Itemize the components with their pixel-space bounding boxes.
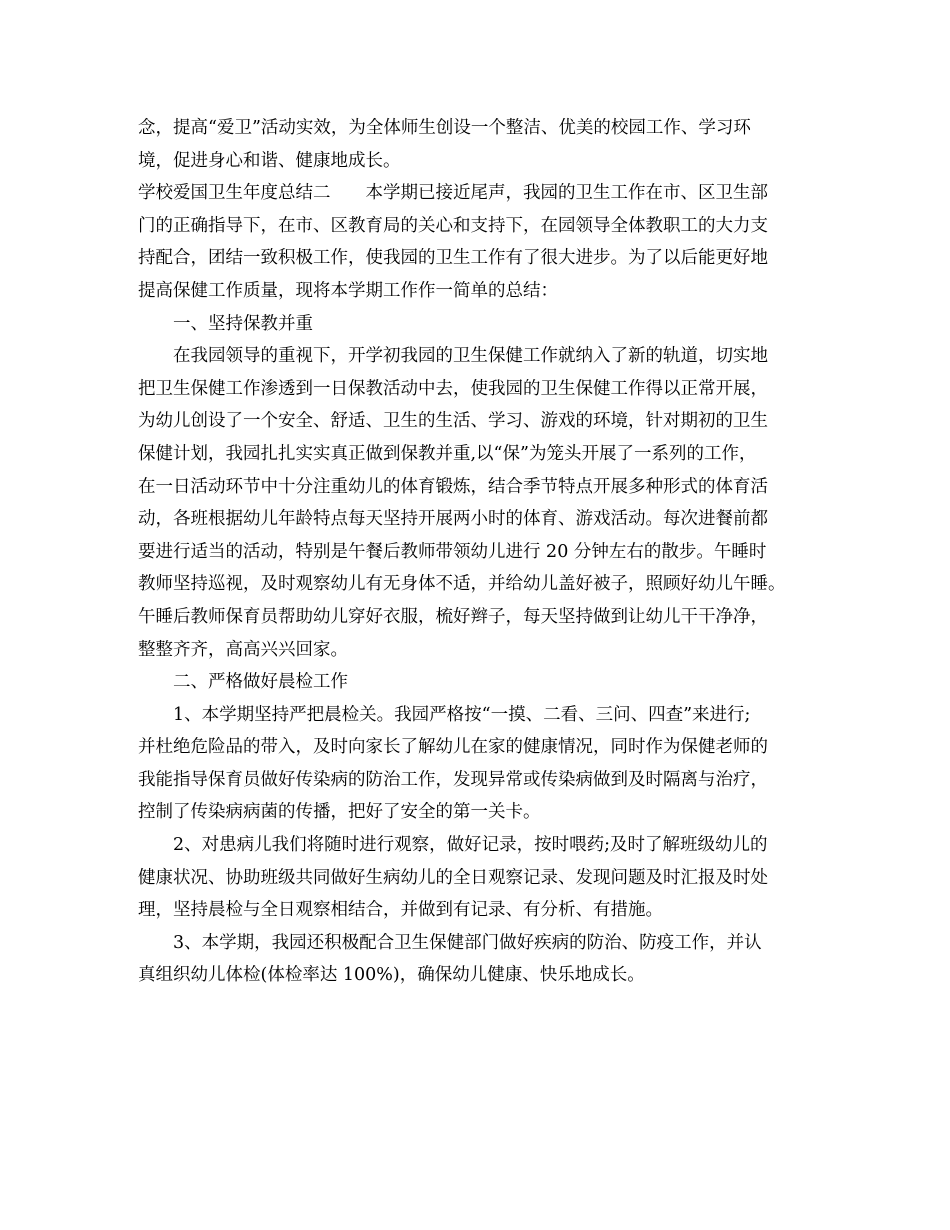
text-line: 动，各班根据幼儿年龄特点每天坚持开展两小时的体育、游戏活动。每次进餐前都 bbox=[138, 509, 768, 530]
text-line: 理，坚持晨检与全日观察相结合，并做到有记录、有分析、有措施。 bbox=[138, 900, 663, 921]
text-line: 午睡后教师保育员帮助幼儿穿好衣服，梳好辫子，每天坚持做到让幼儿干干净净， bbox=[138, 606, 768, 627]
text-line: 1、本学期坚持严把晨检关。我园严格按“一摸、二看、三问、四查”来进行; bbox=[173, 704, 751, 725]
text-line: 二、严格做好晨检工作 bbox=[173, 672, 348, 693]
text-line: 并杜绝危险品的带入，及时向家长了解幼儿在家的健康情况，同时作为保健老师的 bbox=[138, 737, 768, 758]
text-line: 教师坚持巡视，及时观察幼儿有无身体不适，并给幼儿盖好被子，照顾好幼儿午睡。 bbox=[138, 574, 786, 595]
text-line: 一、坚持保教并重 bbox=[173, 313, 313, 334]
text-line: 在一日活动环节中十分注重幼儿的体育锻炼，结合季节特点开展多种形式的体育活 bbox=[138, 476, 768, 497]
text-line: 控制了传染病病菌的传播，把好了安全的第一关卡。 bbox=[138, 802, 541, 823]
text-line: 保健计划，我园扎扎实实真正做到保教并重,以“保”为笼头开展了一系列的工作， bbox=[138, 443, 757, 464]
text-line: 真组织幼儿体检(体检率达 100%)，确保幼儿健康、快乐地成长。 bbox=[138, 965, 645, 986]
document-body bbox=[138, 112, 818, 992]
text-line: 3、本学期，我园还积极配合卫生保健部门做好疾病的防治、防疫工作，并认 bbox=[173, 932, 762, 953]
text-line: 把卫生保健工作渗透到一日保教活动中去，使我园的卫生保健工作得以正常开展， bbox=[138, 378, 768, 399]
text-line: 持配合，团结一致积极工作，使我园的卫生工作有了很大进步。为了以后能更好地 bbox=[138, 248, 768, 269]
text-line: 我能指导保育员做好传染病的防治工作，发现异常或传染病做到及时隔离与治疗， bbox=[138, 769, 768, 790]
text-line: 为幼儿创设了一个安全、舒适、卫生的生活、学习、游戏的环境，针对期初的卫生 bbox=[138, 411, 768, 432]
text-line: 学校爱国卫生年度总结二 本学期已接近尾声，我园的卫生工作在市、区卫生部 bbox=[138, 183, 768, 204]
text-line: 门的正确指导下，在市、区教育局的关心和支持下，在园领导全体教职工的大力支 bbox=[138, 215, 768, 236]
text-line: 在我园领导的重视下，开学初我园的卫生保健工作就纳入了新的轨道，切实地 bbox=[173, 346, 768, 367]
text-line: 提高保健工作质量，现将本学期工作作一简单的总结： bbox=[138, 280, 558, 301]
text-line: 要进行适当的活动，特别是午餐后教师带领幼儿进行 20 分钟左右的散步。午睡时 bbox=[138, 541, 767, 562]
text-line: 2、对患病儿我们将随时进行观察，做好记录，按时喂药;及时了解班级幼儿的 bbox=[173, 835, 768, 856]
text-line: 念，提高“爱卫”活动实效，为全体师生创设一个整洁、优美的校园工作、学习环 bbox=[138, 118, 751, 138]
text-line: 健康状况、协助班级共同做好生病幼儿的全日观察记录、发现问题及时汇报及时处 bbox=[138, 867, 768, 888]
text-line: 境，促进身心和谐、健康地成长。 bbox=[138, 150, 401, 171]
text-line: 整整齐齐，高高兴兴回家。 bbox=[138, 639, 348, 660]
